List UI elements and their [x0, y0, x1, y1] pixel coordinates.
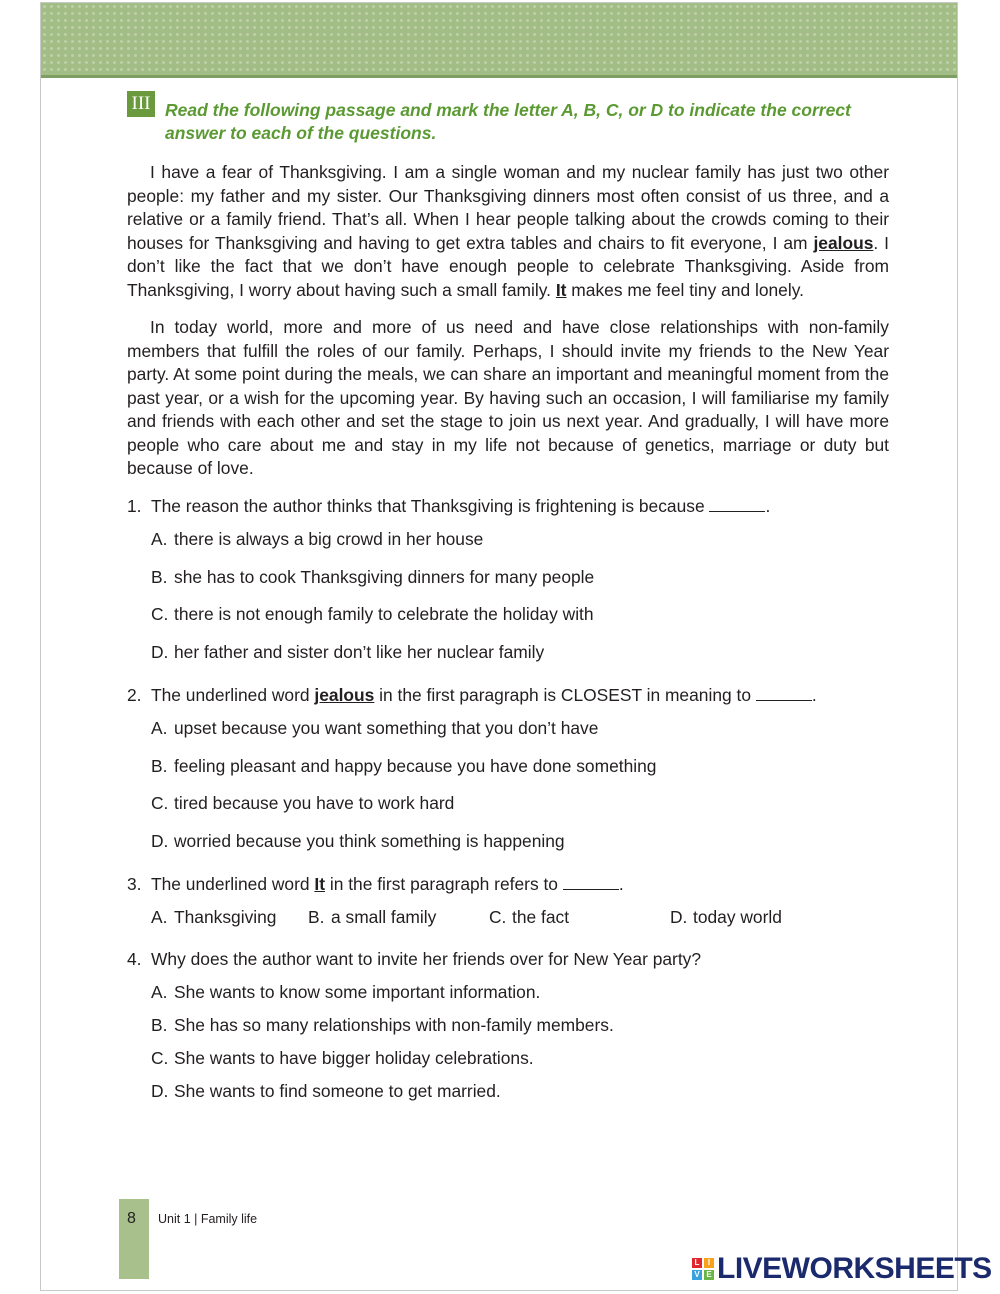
option-text: Thanksgiving — [174, 907, 277, 927]
option-letter: B. — [151, 567, 168, 587]
liveworksheets-logo-icon — [692, 1258, 714, 1280]
option-1a[interactable] — [151, 528, 483, 551]
option-letter: D. — [151, 642, 169, 662]
option-2b[interactable] — [151, 755, 656, 778]
option-letter: C. — [151, 793, 169, 813]
option-text: her father and sister don’t like her nuclear family — [174, 642, 545, 662]
option-text: She wants to find someone to get married. — [174, 1081, 501, 1101]
section-number-badge: III — [127, 91, 155, 117]
logo-letter: L — [692, 1258, 702, 1268]
passage-text: makes me feel tiny and lonely. — [566, 279, 804, 300]
underlined-word-jealous: jealous — [813, 232, 874, 253]
option-3a[interactable] — [151, 906, 276, 929]
question-number: 3. — [127, 874, 142, 894]
option-text: she has to cook Thanksgiving dinners for many people — [174, 567, 595, 587]
option-1c[interactable] — [151, 603, 594, 626]
option-letter: B. — [151, 756, 168, 776]
page-number: 8 — [127, 1210, 136, 1227]
logo-letter: V — [692, 1270, 702, 1280]
option-text: there is not enough family to celebrate the holiday with — [174, 604, 594, 624]
passage-text: I have a fear of Thanksgiving. I am a single woman and my nuclear family has just two other people: my father and my sister. Our Thanksgiving dinners most often consist of us three, and a relative or a family friend. That’s all. When I hear people talking about the crowds coming to their houses for Thanksgiving and having to get extra tables and chairs to fit everyone, I am — [127, 162, 889, 253]
option-letter: D. — [670, 907, 688, 927]
underlined-word-it: It — [314, 874, 326, 894]
option-letter: A. — [151, 718, 168, 738]
option-text: there is always a big crowd in her house — [174, 529, 484, 549]
question-number: 1. — [127, 496, 142, 516]
unit-label: Unit 1 | Family life — [158, 1212, 258, 1226]
question-3: 3. The underlined word It in the first paragraph refers to . — [127, 874, 624, 894]
option-letter: C. — [151, 1048, 169, 1068]
option-4b[interactable] — [151, 1014, 614, 1037]
liveworksheets-brand[interactable] — [692, 1252, 992, 1286]
brand-name: LIVEWORKSHEETS — [717, 1252, 992, 1285]
answer-blank[interactable] — [563, 875, 619, 890]
question-text: Why does the author want to invite her friends over for New Year party? — [151, 949, 702, 969]
option-3d[interactable] — [670, 906, 782, 929]
option-text: a small family — [331, 907, 437, 927]
option-text: She wants to have bigger holiday celebrations. — [174, 1048, 534, 1068]
option-1d[interactable] — [151, 641, 544, 664]
option-letter: C. — [489, 907, 507, 927]
question-number: 4. — [127, 949, 142, 969]
option-3b[interactable] — [308, 906, 436, 929]
option-letter: A. — [151, 982, 168, 1002]
section-instruction: Read the following passage and mark the letter A, B, C, or D to indicate the correct answer to each of the questions. — [165, 100, 851, 143]
question-text: in the first paragraph refers to — [325, 874, 558, 894]
option-text: the fact — [512, 907, 570, 927]
option-2a[interactable] — [151, 717, 598, 740]
question-text: in the first paragraph is CLOSEST in meaning to — [374, 685, 751, 705]
option-text: today world — [693, 907, 782, 927]
question-text: The underlined word — [151, 874, 315, 894]
passage-text: . I don’t like the fact that we don’t have enough people to celebrate Thanksgiving. Aside from Thanksgiving, I worry about having such a small family. — [127, 232, 889, 300]
underlined-word-jealous: jealous — [314, 685, 375, 705]
question-2: 2. The underlined word jealous in the first paragraph is CLOSEST in meaning to . — [127, 685, 817, 705]
option-text: upset because you want something that you don’t have — [174, 718, 599, 738]
question-1: 1. The reason the author thinks that Thanksgiving is frightening is because . — [127, 496, 771, 516]
option-letter: C. — [151, 604, 169, 624]
option-letter: D. — [151, 1081, 169, 1101]
passage-paragraph-1 — [127, 161, 889, 302]
option-letter: A. — [151, 529, 168, 549]
question-4 — [127, 948, 701, 971]
option-letter: B. — [308, 907, 325, 927]
option-text: feeling pleasant and happy because you have done something — [174, 756, 657, 776]
option-letter: D. — [151, 831, 169, 851]
option-4d[interactable] — [151, 1080, 501, 1103]
question-text: The reason the author thinks that Thanksgiving is frightening is because — [151, 496, 705, 516]
option-text: She wants to know some important information. — [174, 982, 541, 1002]
option-4a[interactable] — [151, 981, 540, 1004]
logo-letter: I — [704, 1258, 714, 1268]
option-1b[interactable] — [151, 566, 594, 589]
answer-blank[interactable] — [756, 686, 812, 701]
option-2d[interactable] — [151, 830, 565, 853]
worksheet-page — [40, 2, 958, 1291]
option-text: tired because you have to work hard — [174, 793, 455, 813]
option-letter: A. — [151, 907, 168, 927]
answer-blank[interactable] — [709, 497, 765, 512]
option-text: worried because you think something is happening — [174, 831, 565, 851]
underlined-word-it: It — [555, 279, 567, 300]
logo-letter: E — [704, 1270, 714, 1280]
question-text: The underlined word — [151, 685, 315, 705]
option-text: She has so many relationships with non-family members. — [174, 1015, 614, 1035]
question-number: 2. — [127, 685, 142, 705]
header-banner — [41, 3, 957, 78]
option-3c[interactable] — [489, 906, 569, 929]
option-2c[interactable] — [151, 792, 454, 815]
passage-paragraph-2: In today world, more and more of us need and have close relationships with non-family members that fulfill the roles of our family. Perhaps, I should invite my friends to the New Year party. At some point during the meals, we can share an important and meaningful moment from the past year, or a wish for the upcoming year. By having such an occasion, I will familiarise my family and friends with each other and set the stage to join us next year. And gradually, I will have more people who care about me and stay in my life not because of genetics, marriage or duty but because of love. — [127, 317, 889, 478]
option-4c[interactable] — [151, 1047, 534, 1070]
option-letter: B. — [151, 1015, 168, 1035]
